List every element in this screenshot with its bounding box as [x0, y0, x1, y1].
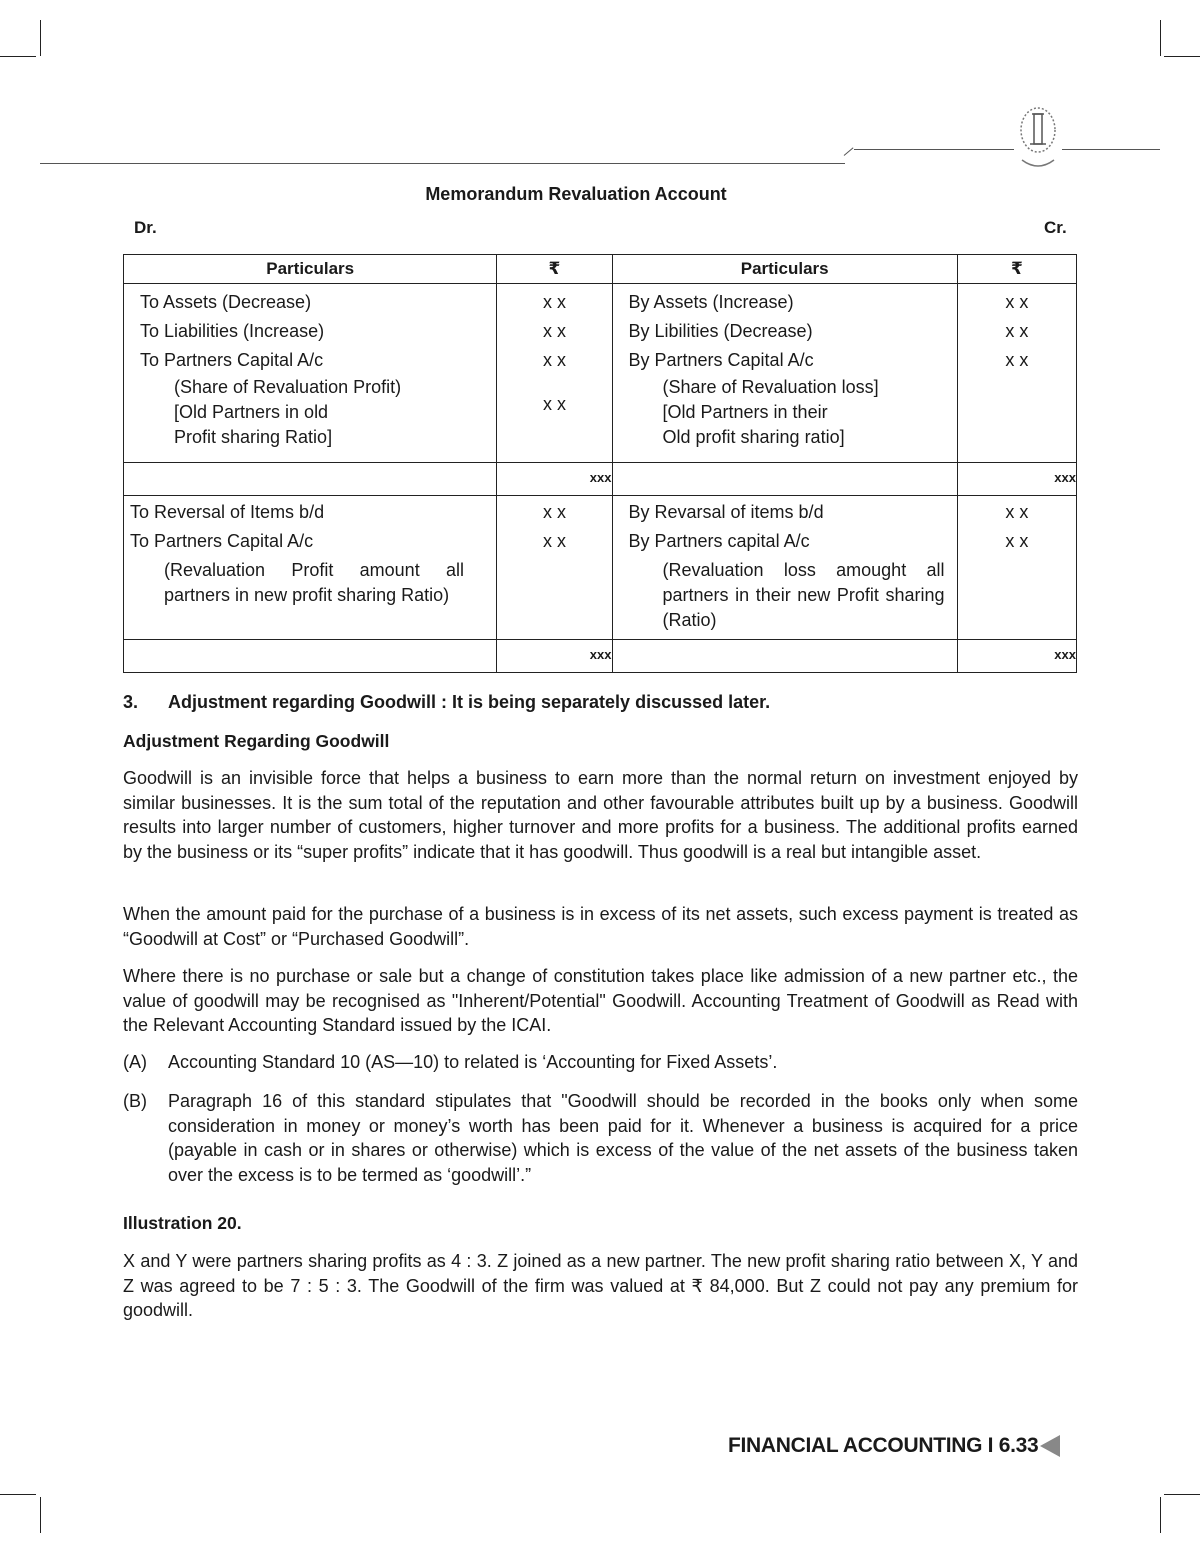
item-number: 3.: [123, 692, 139, 712]
section-heading: Adjustment Regarding Goodwill: [123, 731, 390, 751]
paragraph: Where there is no purchase or sale but a change of constitution takes place like admission of a new partner etc., the value of goodwill may be recognised as "Inherent/Potential" Goodwill. Accounting Treatment of Goodwill as Read with the Relevant Accounting Standard issued by the ICAI.: [123, 966, 1078, 1035]
crop-mark: [0, 1494, 36, 1495]
credit-amount: x x: [1005, 502, 1029, 522]
credit-note: (Share of Revaluation loss]: [662, 377, 879, 397]
paragraph: Goodwill is an invisible force that helps a business to earn more than the normal return on investment enjoyed by similar businesses. It is the sum total of the reputation and other favourable attributes built up by a business. Goodwill results into larger number of customers, higher turnover and more profits for a business. The additional profits earned by the business or its “super profits” indicate that it has goodwill. Thus goodwill is a real but intangible asset.: [123, 768, 1078, 862]
header-rule-right: [854, 149, 1160, 150]
total-row: [124, 640, 1077, 673]
debit-amount: x x: [542, 350, 566, 370]
credit-amount: x x: [1005, 321, 1029, 341]
debit-note: Profit sharing Ratio]: [174, 427, 333, 447]
account-title: Memorandum Revaluation Account: [425, 184, 727, 204]
credit-amount: x x: [1005, 350, 1029, 370]
section-item-3: [123, 690, 1078, 715]
credit-note: (Revaluation loss amought all partners in their new Profit sharing (Ratio): [662, 560, 945, 630]
debit-note: (Revaluation Profit amount all partners in new profit sharing Ratio): [164, 560, 464, 605]
item-marker: (B): [123, 1091, 147, 1111]
table-row: [124, 284, 1077, 463]
debit-note: (Share of Revaluation Profit): [174, 377, 402, 397]
debit-amount: x x: [542, 292, 566, 312]
crop-mark: [1160, 1497, 1161, 1533]
credit-amount: x x: [1005, 531, 1029, 551]
credit-amount: x x: [1005, 292, 1029, 312]
crop-mark: [1164, 1494, 1200, 1495]
total-row: [124, 463, 1077, 496]
credit-entry: By Assets (Increase): [628, 292, 794, 312]
credit-total: xxx: [957, 463, 1076, 496]
illustration-title: Illustration 20.: [123, 1213, 242, 1233]
header-rule-slant: [844, 147, 854, 155]
credit-total: xxx: [957, 640, 1076, 673]
credit-label: Cr.: [1044, 218, 1067, 237]
debit-total: xxx: [497, 640, 612, 673]
column-header: ₹: [497, 255, 612, 284]
credit-entry: By Partners capital A/c: [628, 531, 810, 551]
debit-entry: To Reversal of Items b/d: [130, 502, 325, 522]
debit-total: xxx: [497, 463, 612, 496]
debit-amount: x x: [542, 321, 566, 341]
debit-entry: To Liabilities (Increase): [140, 321, 325, 341]
item-text: Adjustment regarding Goodwill : It is being separately discussed later.: [168, 692, 771, 712]
table-header-row: [124, 255, 1077, 284]
column-header: Particulars: [612, 255, 957, 284]
debit-note: [Old Partners in old: [174, 402, 329, 422]
header-rule: [40, 163, 845, 164]
credit-entry: By Libilities (Decrease): [628, 321, 813, 341]
credit-entry: By Partners Capital A/c: [628, 350, 814, 370]
list-item: [123, 1050, 1078, 1075]
debit-entry: To Partners Capital A/c: [140, 350, 324, 370]
crop-mark: [1160, 20, 1161, 56]
debit-label: Dr.: [134, 218, 157, 237]
column-header: ₹: [957, 255, 1076, 284]
table-row: [124, 496, 1077, 640]
item-text: Paragraph 16 of this standard stipulates that "Goodwill should be recorded in the books only when some consideration in money or money’s worth has been paid for it. Whenever a business is acquired for a price (payable in cash or in shares or otherwise) which is excess of the value of the net assets of the business taken over the excess is to be termed as ‘goodwill’.”: [168, 1091, 1078, 1185]
crop-mark: [40, 1497, 41, 1533]
page-footer: [728, 1434, 1060, 1458]
crop-mark: [0, 56, 36, 57]
crop-mark: [40, 20, 41, 56]
illustration-text: X and Y were partners sharing profits as 4 : 3. Z joined as a new partner. The new profit sharing ratio between X, Y and Z was agreed to be 7 : 5 : 3. The Goodwill of the firm was valued at ₹ 84,000. But Z could not pay any premium for goodwill.: [123, 1251, 1078, 1320]
debit-entry: To Partners Capital A/c: [130, 531, 314, 551]
chevron-left-icon: [1040, 1435, 1060, 1457]
debit-amount: x x: [542, 502, 566, 522]
item-marker: (A): [123, 1052, 147, 1072]
credit-note: Old profit sharing ratio]: [662, 427, 845, 447]
column-header: Particulars: [124, 255, 497, 284]
debit-amount: x x: [542, 394, 566, 414]
paragraph: When the amount paid for the purchase of a business is in excess of its net assets, such excess payment is treated as “Goodwill at Cost” or “Purchased Goodwill”.: [123, 904, 1078, 949]
credit-entry: By Revarsal of items b/d: [628, 502, 824, 522]
item-text: Accounting Standard 10 (AS—10) to related is ‘Accounting for Fixed Assets’.: [168, 1052, 778, 1072]
debit-entry: To Assets (Decrease): [140, 292, 312, 312]
debit-amount: x x: [542, 531, 566, 551]
list-item: [123, 1089, 1078, 1187]
crop-mark: [1164, 56, 1200, 57]
institute-emblem-icon: [1014, 100, 1062, 172]
footer-text: FINANCIAL ACCOUNTING I 6.33: [728, 1434, 1039, 1457]
revaluation-account-table: [123, 254, 1077, 673]
credit-note: [Old Partners in their: [662, 402, 828, 422]
